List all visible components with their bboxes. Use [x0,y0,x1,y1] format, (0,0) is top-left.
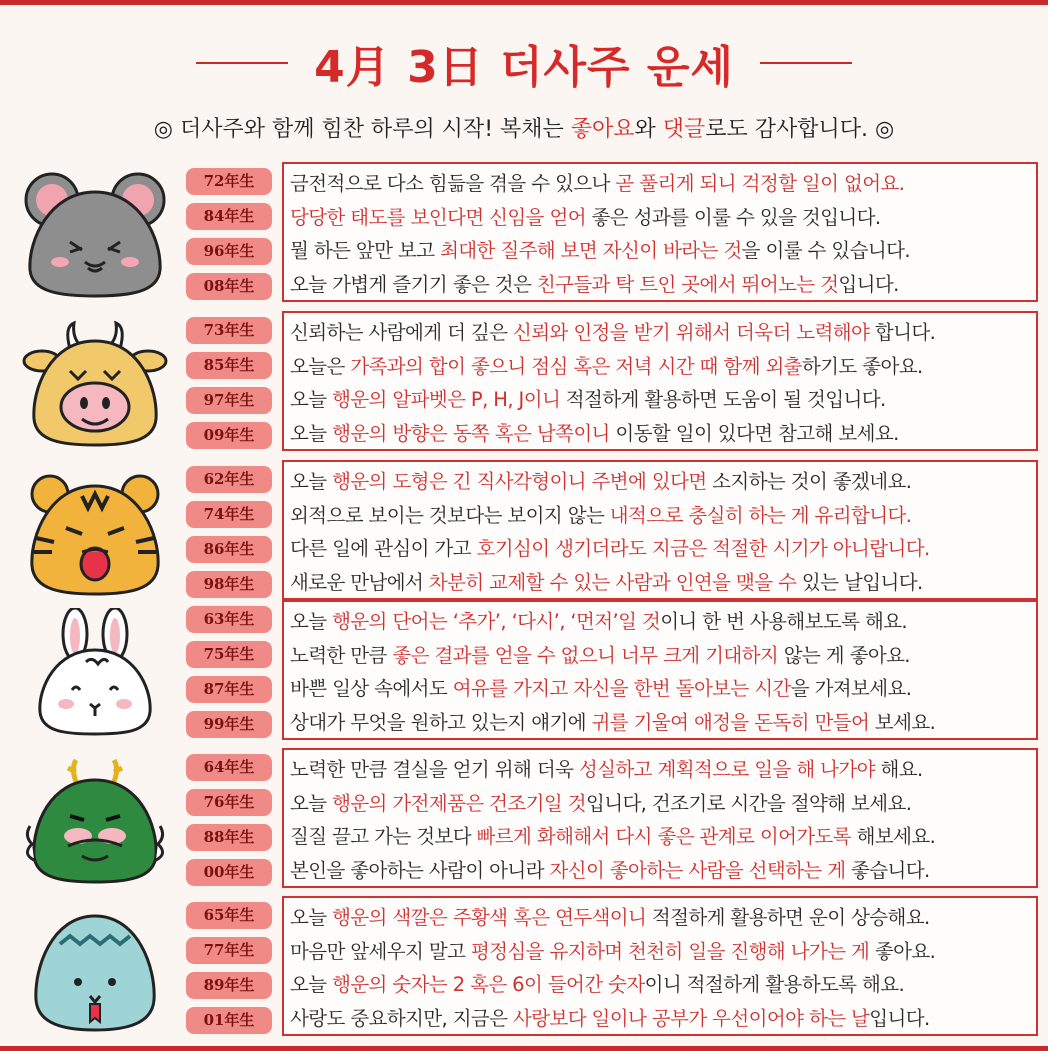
fortune-line [290,706,1036,740]
fortune-text: 이니 한 번 사용해보도록 해요. [660,610,908,633]
fortune-box [282,896,1038,1036]
subtitle-comment: 댓글 [662,117,706,142]
fortune-highlight: 빠르게 화해해서 다시 좋은 관계로 이어가도록 [476,825,852,848]
fortune-highlight: 행운의 도형은 긴 직사각형이니 주변에 있다면 [332,470,707,493]
fortune-text: 신뢰하는 사람에게 더 깊은 [290,321,514,344]
fortune-highlight: 당당한 태도를 보인다면 신임을 얻어 [290,205,586,229]
fortune-box [282,600,1038,740]
year-badge: 65年生 [186,902,272,929]
fortune-text: 다른 일에 관심이 가고 [290,537,477,560]
fortune-text: 해요. [874,758,923,781]
fortune-highlight: 호기심이 생기더라도 지금은 적절한 시기가 아니랍니다. [476,537,930,560]
year-badge: 85年生 [186,352,272,379]
fortune-text: 을 이룰 수 있습니다. [741,239,910,262]
fortune-text: 좋습니다. [845,858,930,882]
fortune-highlight: 가족과의 합이 좋으니 점심 혹은 저녁 시간 때 함께 외출 [350,354,802,378]
fortune-text: 을 가져보세요. [790,677,912,700]
fortune-text: 합니다. [869,321,936,344]
year-badge: 09年生 [186,422,272,449]
year-badge: 63年生 [186,606,272,633]
fortune-text: 외적으로 보이는 것보다는 보이지 않는 [290,503,610,527]
fortune-highlight: 자신이 좋아하는 사람을 선택하는 게 [549,858,846,882]
year-badges [186,902,274,1042]
fortune-highlight: 평정심을 유지하며 천천히 일을 진행해 나가는 게 [470,939,870,963]
ox-icon [20,319,170,449]
title-rule-right [760,62,852,64]
zodiac-section-dragon [0,748,1048,888]
fortune-text: 오늘 [290,610,333,633]
dragon-icon [20,756,170,886]
fortune-text: 오늘 가볍게 즐기기 좋은 것은 [290,272,537,296]
fortune-highlight: 행운의 숫자는 2 혹은 6이 들어간 숫자 [332,973,645,996]
fortune-text: 입니다. [838,272,899,296]
fortune-text: 오늘 [290,973,333,996]
fortune-highlight: 차분히 교제할 수 있는 사람과 인연을 맺을 수 [428,570,797,594]
top-border [0,0,1048,5]
year-badge: 86年生 [186,536,272,563]
rat-icon [20,170,170,300]
bottom-border [0,1046,1048,1051]
title-row [0,28,1048,98]
fortune-text: 이동할 일이 있다면 참고해 보세요. [609,421,899,445]
year-badges [186,606,274,746]
fortune-text: 바쁜 일상 속에서도 [290,677,453,700]
rabbit-icon [20,608,170,738]
fortune-line [290,268,1036,302]
fortune-line [290,417,1036,451]
fortune-text: 새로운 만남에서 [290,570,429,594]
zodiac-section-rat [0,162,1048,302]
fortune-highlight: 행운의 단어는 ‘추가’, ‘다시’, ‘먼저’일 것 [332,610,661,633]
fortune-text: 소지하는 것이 좋겠네요. [706,470,912,493]
fortune-text: 보세요. [869,710,936,734]
year-badge: 88年生 [186,824,272,851]
fortune-text: 노력한 만큼 [290,643,393,667]
fortune-text: 오늘 [290,388,333,411]
fortune-line [290,753,1036,787]
year-badges [186,168,274,308]
fortune-line [290,465,1036,499]
year-badge: 99年生 [186,711,272,738]
year-badge: 76年生 [186,789,272,816]
fortune-line [290,499,1036,533]
fortune-text: 입니다. [869,1006,930,1030]
fortune-text: 좋은 성과를 이룰 수 있을 것입니다. [585,205,881,229]
zodiac-section-tiger [0,460,1048,600]
fortune-highlight: 좋은 결과를 얻을 수 없으니 너무 크게 기대하지 [392,643,779,667]
fortune-text: 뭘 하든 앞만 보고 [290,239,441,262]
year-badges [186,754,274,894]
year-badge: 64年生 [186,754,272,781]
year-badge: 08年生 [186,273,272,300]
fortune-text: 있는 날입니다. [796,570,923,594]
fortune-line [290,167,1036,201]
subtitle [0,112,1048,148]
year-badge: 97年生 [186,387,272,414]
year-badge: 72年生 [186,168,272,195]
fortune-line [290,787,1036,821]
fortune-line [290,201,1036,235]
fortune-line [290,935,1036,969]
fortune-text: 질질 끌고 가는 것보다 [290,825,477,848]
fortune-text: 하기도 좋아요. [801,354,923,378]
year-badge: 96年生 [186,238,272,265]
year-badge: 73年生 [186,317,272,344]
snake-icon [20,904,170,1034]
year-badge: 98年生 [186,571,272,598]
year-badges [186,466,274,606]
fortune-text: 노력한 만큼 결실을 얻기 위해 더욱 [290,758,579,781]
fortune-text: 좋아요. [869,939,936,963]
subtitle-part2: 와 [634,117,663,142]
fortune-box [282,460,1038,600]
fortune-highlight: 여유를 가지고 자신을 한번 돌아보는 시간 [452,677,791,700]
year-badge: 62年生 [186,466,272,493]
subtitle-part1: ◎ 더사주와 함께 힘찬 하루의 시작! 복채는 [153,117,571,142]
fortune-highlight: 신뢰와 인정을 받기 위해서 더욱더 노력해야 [513,321,870,344]
fortune-line [290,1002,1036,1036]
fortune-line [290,639,1036,673]
year-badge: 01年生 [186,1007,272,1034]
fortune-highlight: 곧 풀리게 되니 걱정할 일이 없어요. [615,172,905,195]
fortune-text: 해보세요. [851,825,936,848]
fortune-highlight: 행운의 색깔은 주황색 혹은 연두색이니 [332,906,647,929]
fortune-highlight: 귀를 기울여 애정을 돈독히 만들어 [591,710,870,734]
year-badge: 75年生 [186,641,272,668]
fortune-line [290,605,1036,639]
fortune-line [290,968,1036,1002]
fortune-highlight: 내적으로 충실히 하는 게 유리합니다. [609,503,912,527]
fortune-line [290,566,1036,600]
fortune-text: 않는 게 좋아요. [778,643,910,667]
fortune-text: 적절하게 활용하면 운이 상승해요. [646,906,930,929]
page-title: 4月 3日 더사주 운세 [314,42,734,93]
fortune-box [282,311,1038,451]
fortune-line [290,234,1036,268]
fortune-text: 금전적으로 다소 힘듦을 겪을 수 있으나 [290,172,616,195]
fortune-line [290,350,1036,384]
fortune-box [282,162,1038,302]
fortune-highlight: 친구들과 탁 트인 곳에서 뛰어노는 것 [536,272,839,296]
fortune-text: 상대가 무엇을 원하고 있는지 얘기에 [290,710,592,734]
tiger-icon [20,468,170,598]
fortune-line [290,854,1036,888]
fortune-text: 오늘 [290,906,333,929]
fortune-text: 입니다, 건조기로 시간을 절약해 보세요. [585,791,912,815]
fortune-line [290,383,1036,417]
year-badge: 84年生 [186,203,272,230]
fortune-line [290,316,1036,350]
fortune-text: 이니 적절하게 활용하도록 해요. [644,973,905,996]
fortune-text: 본인을 좋아하는 사람이 아니라 [290,858,550,882]
year-badge: 77年生 [186,937,272,964]
fortune-highlight: 최대한 질주해 보면 자신이 바라는 것 [440,239,742,262]
fortune-text: 오늘 [290,421,333,445]
year-badges [186,317,274,457]
subtitle-part3: 로도 감사합니다. ◎ [705,117,895,142]
fortune-highlight: 행운의 방향은 동쪽 혹은 남쪽이니 [332,421,610,445]
fortune-line [290,901,1036,935]
fortune-box [282,748,1038,888]
fortune-text: 마음만 앞세우지 말고 [290,939,471,963]
fortune-highlight: 성실하고 계획적으로 일을 해 나가야 [578,758,875,781]
fortune-highlight: 행운의 알파벳은 P, H, J이니 [332,388,561,411]
fortune-line [290,820,1036,854]
zodiac-section-ox [0,311,1048,451]
year-badge: 00年生 [186,859,272,886]
fortune-line [290,672,1036,706]
fortune-text: 오늘 [290,470,333,493]
subtitle-like: 좋아요 [570,117,635,142]
fortune-line [290,532,1036,566]
fortune-text: 적절하게 활용하면 도움이 될 것입니다. [560,388,886,411]
year-badge: 74年生 [186,501,272,528]
zodiac-section-snake [0,896,1048,1036]
zodiac-section-rabbit [0,600,1048,740]
fortune-text: 사랑도 중요하지만, 지금은 [290,1006,514,1030]
year-badge: 87年生 [186,676,272,703]
fortune-highlight: 행운의 가전제품은 건조기일 것 [332,791,586,815]
fortune-text: 오늘 [290,791,333,815]
year-badge: 89年生 [186,972,272,999]
fortune-highlight: 사랑보다 일이나 공부가 우선이어야 하는 날 [513,1006,870,1030]
fortune-text: 오늘은 [290,354,351,378]
title-rule-left [196,62,288,64]
